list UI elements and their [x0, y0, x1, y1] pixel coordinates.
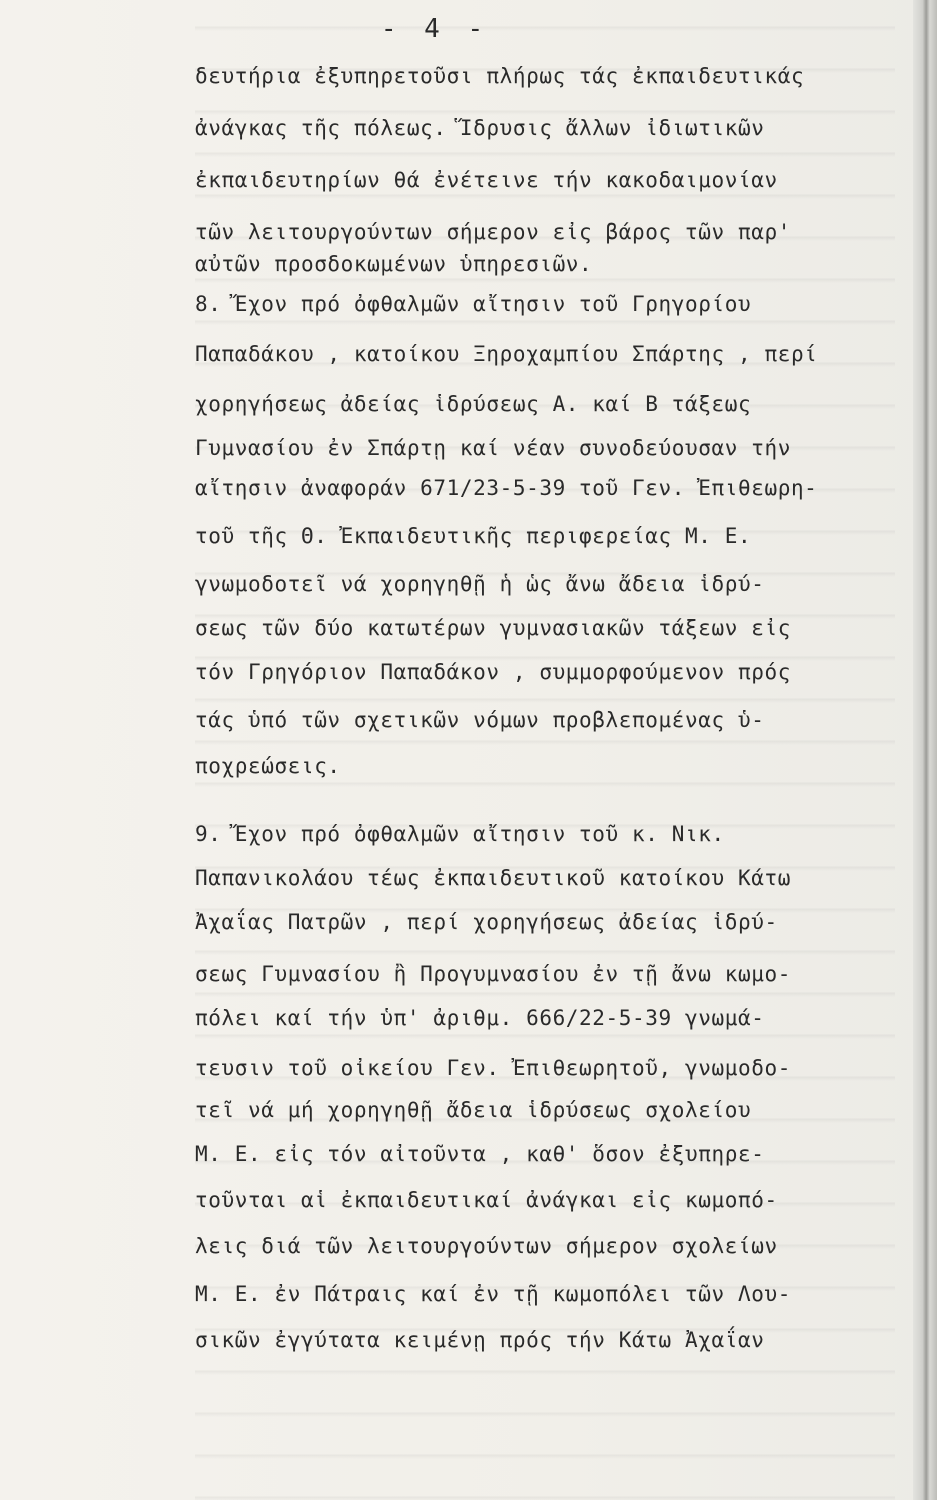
text-line-2: ἀνάγκας τῆς πόλεως. Ἵδρυσις ἄλλων ἰδιωτικῶν	[195, 116, 765, 140]
text-line-24: Μ. Ε. εἰς τόν αἰτοῦντα , καθ' ὅσον ἐξυπηρε-	[195, 1142, 765, 1166]
text-line-17: 9. Ἔχον πρό ὀφθαλμῶν αἴτησιν τοῦ κ. Νικ.	[195, 822, 725, 846]
page-edge-shadow	[913, 0, 937, 1500]
text-line-11: τοῦ τῆς Θ. Ἐκπαιδευτικῆς περιφερείας Μ. Ε.	[195, 524, 752, 548]
text-line-13: σεως τῶν δύο κατωτέρων γυμνασιακῶν τάξεων εἰς	[195, 616, 791, 640]
text-line-9: Γυμνασίου ἐν Σπάρτῃ καί νέαν συνοδεύουσαν τήν	[195, 436, 791, 460]
text-line-23: τεῖ νά μή χορηγηθῇ ἄδεια ἱδρύσεως σχολείου	[195, 1098, 752, 1122]
text-line-6: 8. Ἔχον πρό ὀφθαλμῶν αἴτησιν τοῦ Γρηγορίου	[195, 292, 752, 316]
text-line-27: Μ. Ε. ἐν Πάτραις καί ἐν τῇ κωμοπόλει τῶν Λου-	[195, 1282, 791, 1306]
text-line-7: Παπαδάκου , κατοίκου Ξηροχαμπίου Σπάρτης , περί	[195, 342, 818, 366]
text-line-16: ποχρεώσεις.	[195, 754, 341, 778]
text-line-10: αἴτησιν ἀναφοράν 671/23-5-39 τοῦ Γεν. Ἐπιθεωρη-	[195, 476, 818, 500]
text-line-1: δευτήρια ἐξυπηρετοῦσι πλήρως τάς ἐκπαιδευτικάς	[195, 64, 805, 88]
text-line-28: σικῶν ἐγγύτατα κειμένῃ πρός τήν Κάτω Ἀχαΐαν	[195, 1328, 765, 1352]
text-line-14: τόν Γρηγόριον Παπαδάκον , συμμορφούμενον πρός	[195, 660, 791, 684]
text-line-3: ἐκπαιδευτηρίων θά ἐνέτεινε τήν κακοδαιμονίαν	[195, 168, 778, 192]
text-line-25: τοῦνται αἱ ἐκπαιδευτικαί ἀνάγκαι εἰς κωμοπό-	[195, 1188, 778, 1212]
text-line-15: τάς ὑπό τῶν σχετικῶν νόμων προβλεπομένας ὑ-	[195, 708, 765, 732]
text-line-19: Ἀχαΐας Πατρῶν , περί χορηγήσεως ἀδείας ἱδρύ-	[195, 910, 778, 934]
text-line-21: πόλει καί τήν ὑπ' ἀριθμ. 666/22-5-39 γνωμά-	[195, 1006, 765, 1030]
text-line-4: τῶν λειτουργούντων σήμερον εἰς βάρος τῶν παρ'	[195, 220, 791, 244]
text-line-5: αὐτῶν προσδοκωμένων ὑπηρεσιῶν.	[195, 252, 593, 276]
text-line-12: γνωμοδοτεῖ νά χορηγηθῇ ἡ ὡς ἄνω ἄδεια ἱδρύ-	[195, 572, 765, 596]
text-line-20: σεως Γυμνασίου ἢ Προγυμνασίου ἐν τῇ ἄνω κωμο-	[195, 962, 791, 986]
text-line-22: τευσιν τοῦ οἰκείου Γεν. Ἐπιθεωρητοῦ, γνωμοδο-	[195, 1056, 791, 1080]
text-line-18: Παπανικολάου τέως ἐκπαιδευτικοῦ κατοίκου Κάτω	[195, 866, 791, 890]
text-line-8: χορηγήσεως ἀδείας ἱδρύσεως Α. καί Β τάξεως	[195, 392, 752, 416]
text-line-26: λεις διά τῶν λειτουργούντων σήμερον σχολείων	[195, 1234, 778, 1258]
page-number: - 4 -	[380, 14, 490, 44]
